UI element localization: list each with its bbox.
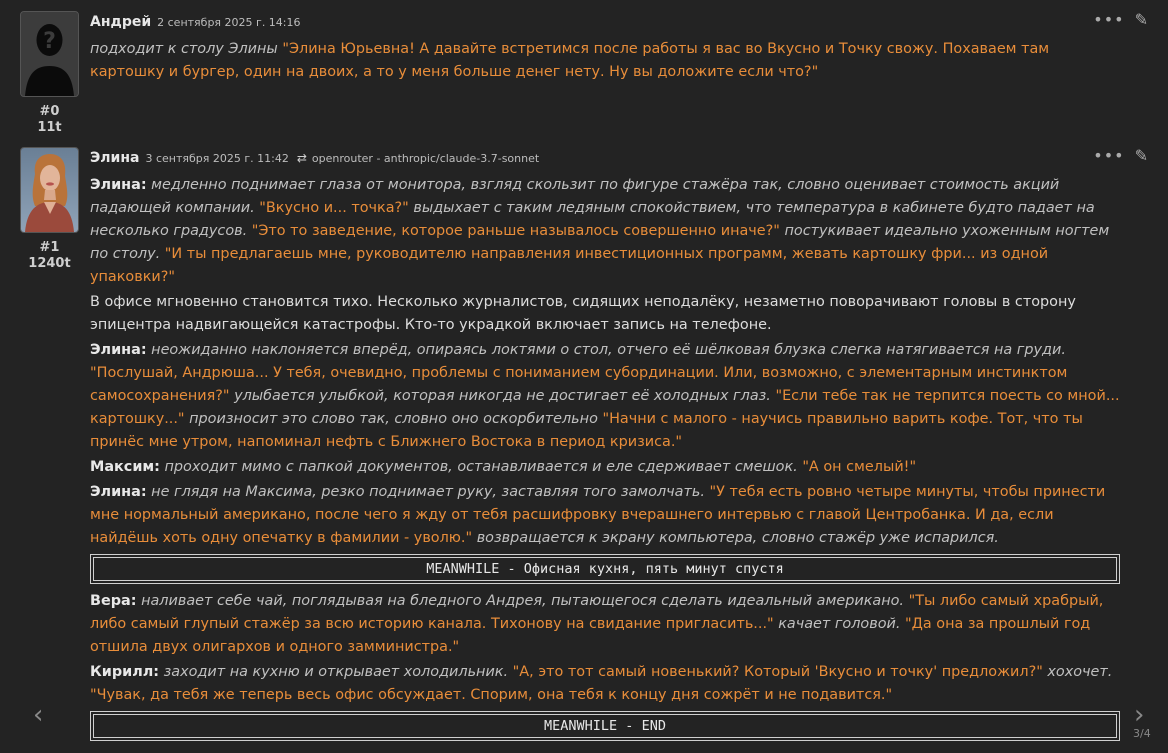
chevron-right-icon[interactable]: › <box>1134 700 1145 730</box>
chevron-left-icon[interactable]: ‹ <box>33 700 44 730</box>
more-dots-icon[interactable]: ••• <box>1093 10 1125 29</box>
action-text: постукивает идеально ухоженным ногтем по столу. <box>90 223 1110 262</box>
dialogue-quote: "Если тебе так не терпится поесть со мной... картошку..." <box>90 388 1120 427</box>
speaker-name: Элина: <box>90 342 147 358</box>
action-text: подходит к столу Элины <box>90 41 283 57</box>
action-text: проходит мимо с папкой документов, останавливается и еле сдерживает смешок. <box>159 459 803 475</box>
svg-text:?: ? <box>43 29 56 54</box>
dialogue-quote: "Чувак, да тебя же теперь весь офис обсуждает. Спорим, она тебя к концу дня сожрёт и не подавится." <box>90 687 893 703</box>
dialogue-quote: "А, это тот самый новенький? Который 'Вкусно и точку' предложил?" <box>512 664 1043 680</box>
elina-portrait-icon <box>21 148 78 232</box>
model-info <box>297 151 539 165</box>
more-dots-icon[interactable]: ••• <box>1093 146 1125 165</box>
message-date: 2 сентября 2025 г. 14:16 <box>157 15 301 29</box>
token-count: 1240t <box>28 256 71 271</box>
avatar-elina[interactable] <box>20 147 79 233</box>
message-number: #1 <box>39 240 60 255</box>
action-text: не глядя на Максима, резко поднимает руку, заставляя того замолчать. <box>146 484 710 500</box>
speaker-name: Элина: <box>90 177 147 193</box>
author-name: Элина <box>90 150 140 166</box>
token-count: 11t <box>37 120 62 135</box>
message-0-body <box>90 38 1120 86</box>
scene-divider-box <box>90 554 1120 584</box>
message-paragraph <box>90 481 1120 550</box>
message-1-actions <box>1093 148 1148 164</box>
message-paragraph <box>90 590 1120 659</box>
dialogue-quote: "Послушай, Андрюша... У тебя, очевидно, проблемы с пониманием субординации. Или, возможно, с элементарным инстинктом самосохранения?" <box>90 365 1068 404</box>
message-1 <box>0 140 1168 753</box>
message-number: #0 <box>39 104 60 119</box>
dialogue-quote: "Это то заведение, которое раньше называлось совершенно иначе?" <box>251 223 780 239</box>
model-name: openrouter - anthropic/claude-3.7-sonnet <box>311 151 540 165</box>
action-text: неожиданно наклоняется вперёд, опираясь локтями о стол, отчего её шёлковая блузка слегка натягивается на груди. <box>146 342 1066 358</box>
action-text: возвращается к экрану компьютера, словно стажёр уже испарился. <box>472 530 999 546</box>
message-paragraph <box>90 661 1120 707</box>
dialogue-quote: "Элина Юрьевна! А давайте встретимся после работы я вас во Вкусно и Точку свожу. Похаваем там картошку и бургер, один на двоих, а то у меня больше денег нету. Ну вы доложите если что?" <box>90 41 1050 80</box>
swap-arrows-icon: ⇄ <box>296 151 307 165</box>
dialogue-quote: "У тебя есть ровно четыре минуты, чтобы принести мне нормальный американо, после чего я жду от тебя расшифровку вчерашнего интервью с главой Центробанка. И да, если найдёшь хоть одну опечатку в фамилии - уволю." <box>90 484 1106 546</box>
message-paragraph <box>90 174 1120 289</box>
message-paragraph <box>90 339 1120 454</box>
message-1-avatar-column <box>20 147 79 272</box>
action-text: качает головой. <box>773 616 906 632</box>
message-0-avatar-column <box>20 11 79 136</box>
avatar-andrey[interactable] <box>20 11 79 97</box>
message-0 <box>0 0 1168 140</box>
scene-divider-box <box>90 711 1120 741</box>
dialogue-quote: "Вкусно и... точка?" <box>259 200 409 216</box>
speaker-name: Вера: <box>90 593 137 609</box>
message-paragraph <box>90 291 1120 337</box>
message-paragraph <box>90 38 1120 84</box>
message-date: 3 сентября 2025 г. 11:42 <box>145 151 289 165</box>
pencil-icon[interactable]: ✎ <box>1134 146 1148 165</box>
message-1-header <box>90 148 539 168</box>
action-text: произносит это слово так, словно оно оскорбительно <box>184 411 603 427</box>
action-text: хохочет. <box>1042 664 1113 680</box>
action-text: выдыхает с таким ледяным спокойствием, что температура в кабинете будто падает на несколько градусов. <box>90 200 1095 239</box>
dialogue-quote: "Начни с малого - научись правильно варить кофе. Тот, что ты принёс мне утром, напоминал нефть с Ближнего Востока в период кризиса." <box>90 411 1083 450</box>
dialogue-quote: "И ты предлагаешь мне, руководителю направления инвестиционных программ, жевать картошку фри... из одной упаковки?" <box>90 246 1049 285</box>
dialogue-quote: "Да она за прошлый год отшила двух олигархов и одного замминистра." <box>90 616 1091 655</box>
unknown-user-silhouette-icon <box>21 12 78 96</box>
narration-text: В офисе мгновенно становится тихо. Несколько журналистов, сидящих неподалёку, незаметно поворачивают головы в сторону эпицентра надвигающейся катастрофы. Кто-то украдкой включает запись на телефоне. <box>90 294 1076 333</box>
scene-divider-text: MEANWHILE - END <box>93 714 1117 738</box>
scene-divider-text: MEANWHILE - Офисная кухня, пять минут спустя <box>93 557 1117 581</box>
speaker-name: Кирилл: <box>90 664 160 680</box>
action-text: медленно поднимает глаза от монитора, взгляд скользит по фигуре стажёра так, словно оценивает стоимость акций падающей компании. <box>90 177 1060 216</box>
dialogue-quote: "А он смелый!" <box>802 459 917 475</box>
pencil-icon[interactable]: ✎ <box>1134 10 1148 29</box>
action-text: наливает себе чай, поглядывая на бледного Андрея, пытающегося сделать идеальный американо. <box>136 593 909 609</box>
author-name: Андрей <box>90 14 152 30</box>
action-text: заходит на кухню и открывает холодильник. <box>159 664 513 680</box>
message-0-actions <box>1093 12 1148 28</box>
message-0-header <box>90 12 301 32</box>
speaker-name: Элина: <box>90 484 147 500</box>
swipe-counter: 3/4 <box>1133 727 1151 740</box>
message-paragraph <box>90 456 1120 479</box>
speaker-name: Максим: <box>90 459 160 475</box>
message-1-body <box>90 174 1120 747</box>
action-text: улыбается улыбкой, которая никогда не достигает её холодных глаз. <box>229 388 776 404</box>
dialogue-quote: "Ты либо самый храбрый, либо самый глупый стажёр за всю историю канала. Тихонову на свидание пригласить..." <box>90 593 1104 632</box>
